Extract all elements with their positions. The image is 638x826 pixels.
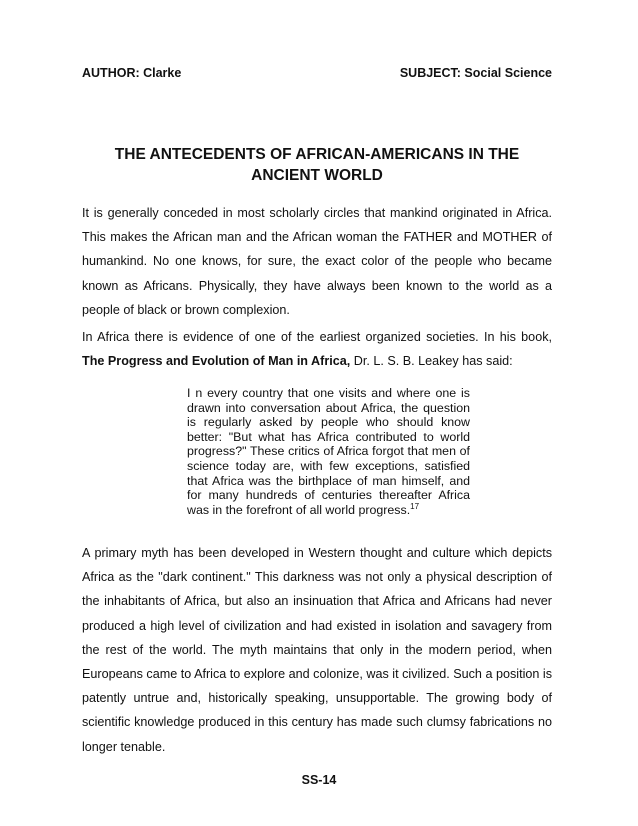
footnote-marker: 17 xyxy=(410,501,420,511)
paragraph-2-intro: In Africa there is evidence of one of the earliest organized societies. In his book, xyxy=(82,330,552,344)
block-quote xyxy=(187,386,470,517)
page-number: SS-14 xyxy=(301,773,337,787)
title-line-2: ANCIENT WORLD xyxy=(251,167,383,184)
subject-label: SUBJECT: Social Science xyxy=(399,66,552,80)
document-title xyxy=(82,144,552,186)
author-label: AUTHOR: Clarke xyxy=(82,66,182,80)
paragraph-3: A primary myth has been developed in Western thought and culture which depicts Africa as the "dark continent." This darkness was not only a physical description of the inhabitants of Africa, but also an insinuation that Africa and Africans had never produced a high level of civilization and had existed in isolation and savagery from the rest of the world. The myth maintains that only in the modern period, when Europeans came to Africa to explore and colonize, was it civilized. Such a position is patently untrue and, historically speaking, unsupportable. The growing body of scientific knowledge produced in this century has made such clumsy fabrications no longer tenable. xyxy=(82,546,552,754)
paragraph-2-rest: Dr. L. S. B. Leakey has said: xyxy=(350,354,513,369)
book-title: The Progress and Evolution of Man in Africa, xyxy=(82,354,351,369)
title-line-1: THE ANTECEDENTS OF AFRICAN-AMERICANS IN THE xyxy=(114,146,520,163)
paragraph-1: It is generally conceded in most scholarly circles that mankind originated in Africa. This makes the African man and the African woman the FATHER and MOTHER of humankind. No one knows, for sure, the exact color of the people who became known as Africans. Physically, they have always been known to the world as a people of black or brown complexion. xyxy=(82,206,552,317)
paragraph-2 xyxy=(82,325,552,373)
quote-text: I n every country that one visits and where one is drawn into conversation about Africa, the question is regularly asked by people who should know better: "But what has Africa contributed to world progress?" These critics of Africa forgot that men of science today are, with few exceptions, satisfied that Africa was the birthplace of man himself, and for many hundreds of centuries thereafter Africa was in the forefront of all world progress. xyxy=(187,386,470,517)
